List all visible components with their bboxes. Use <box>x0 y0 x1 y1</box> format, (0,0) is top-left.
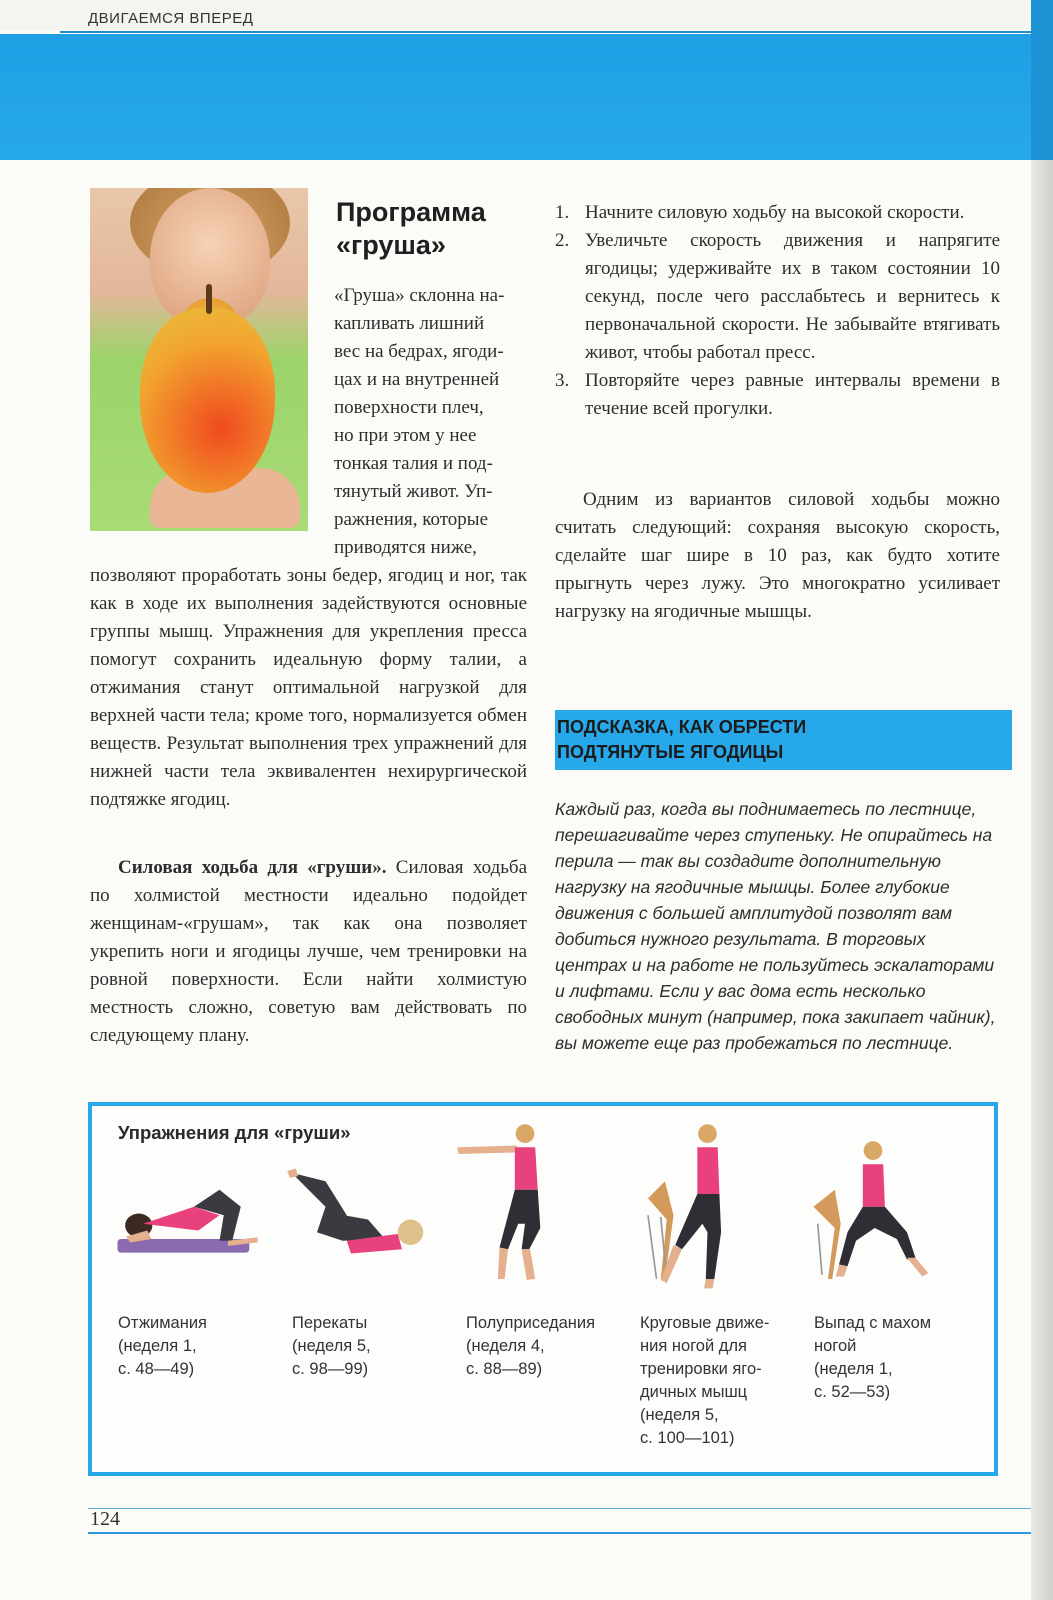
step-item <box>555 199 1000 227</box>
header-band <box>0 34 1053 160</box>
woman-with-pear-photo <box>90 188 308 531</box>
exercise-caption <box>118 1312 268 1381</box>
caption-line: тренировки яго- <box>640 1360 762 1378</box>
photo-pear <box>140 308 275 493</box>
caption-line: ногой <box>814 1337 857 1355</box>
tip-heading-line2: ПОДТЯНУТЫЕ ЯГОДИЦЫ <box>557 742 784 762</box>
steps-list <box>555 199 1000 423</box>
pushups-illustration <box>92 1106 262 1316</box>
intro-wide-column <box>90 562 527 814</box>
exercises-title: Упражнения для «груши» <box>118 1122 351 1143</box>
step-number: 1. <box>555 202 570 223</box>
caption-line: (неделя 5, <box>640 1406 719 1424</box>
leg-circles-illustration <box>614 1106 784 1316</box>
caption-line: (неделя 1, <box>814 1360 893 1378</box>
intro-continued: позволяют проработать зоны бедер, ягодиц и ног, так как в ходе их выполнения задействуются основные группы мышц. Упражнения для укрепления пресса помогут сохранить идеальную форму талии, а отжимания станут оптимальной нагрузкой для верхней части тела; кроме того, нормализуется обмен веществ. Результат выполнения трех упражнений для нижней части тела эквивалентен нехирургической подтяжке ягодиц. <box>90 565 527 810</box>
caption-line: с. 48—49) <box>118 1360 195 1378</box>
power-walk-paragraph <box>90 854 527 1050</box>
photo-pear-stem <box>206 284 212 314</box>
step-text: Повторяйте через равные интервалы времени в течение всей прогулки. <box>585 370 1000 419</box>
exercise-rollovers <box>266 1106 436 1472</box>
exercise-caption <box>640 1312 790 1450</box>
footer-rule-top <box>88 1508 1031 1509</box>
intro-line: вес на бедрах, ягоди- <box>334 341 504 362</box>
caption-line: (неделя 1, <box>118 1337 197 1355</box>
tip-body: Каждый раз, когда вы поднимаетесь по лестнице, перешагивайте через ступеньку. Не опирайтесь на перила — так вы создадите дополнительную нагрузку на ягодичные мышцы. Более глубокие движения с большей амплитудой позволят вам добиться нужного результата. В торговых центрах и на работе не пользуйтесь эскалаторами и лифтами. Если у вас дома есть несколько свободных минут (например, пока закипает чайник), вы можете еще раз пробежаться по лестнице. <box>555 799 996 1053</box>
rollovers-illustration <box>266 1106 436 1316</box>
exercise-half-squats <box>440 1106 610 1472</box>
intro-line: ражнения, которые <box>334 509 489 530</box>
lunge-illustration <box>788 1106 958 1316</box>
caption-line: дичных мышц <box>640 1383 748 1401</box>
page-number: 124 <box>90 1508 120 1530</box>
header-rule <box>60 31 1053 33</box>
intro-line: приводятся ниже, <box>334 537 477 558</box>
caption-line: Круговые движе- <box>640 1314 770 1332</box>
caption-line: (неделя 4, <box>466 1337 545 1355</box>
exercise-caption <box>814 1312 964 1404</box>
step-text: Увеличьте скорость движения и напрягите ягодицы; удерживайте их в таком состоянии 10 секунд, после чего расслабьтесь и вернитесь к первоначальной скорости. Не забывайте втягивать живот, чтобы работал пресс. <box>585 230 1000 363</box>
half-squats-illustration <box>440 1106 610 1316</box>
exercise-caption <box>292 1312 442 1381</box>
intro-line: поверхности плеч, <box>334 397 484 418</box>
caption-line: с. 98—99) <box>292 1360 369 1378</box>
exercise-lunge-leg-swing <box>788 1106 958 1472</box>
tip-heading-line1: ПОДСКАЗКА, КАК ОБРЕСТИ <box>557 717 807 737</box>
program-title-line2: «груша» <box>336 230 446 260</box>
exercises-box <box>88 1102 998 1476</box>
intro-lines <box>334 282 527 562</box>
intro-line: «Груша» склонна на- <box>334 285 505 306</box>
power-walk-section <box>90 854 527 1050</box>
step-item <box>555 367 1000 423</box>
caption-line: Полуприседания <box>466 1314 596 1332</box>
caption-line: (неделя 5, <box>292 1337 371 1355</box>
program-title-line1: Программа <box>336 197 486 227</box>
intro-line: капливать лишний <box>334 313 485 334</box>
tip-heading <box>555 710 1012 770</box>
exercise-caption <box>466 1312 616 1381</box>
intro-line: тянутый живот. Уп- <box>334 481 493 502</box>
step-number: 2. <box>555 230 570 251</box>
caption-line: Выпад с махом <box>814 1314 932 1332</box>
caption-line: Отжимания <box>118 1314 207 1332</box>
exercise-leg-circles <box>614 1106 784 1472</box>
caption-line: с. 52—53) <box>814 1383 891 1401</box>
step-number: 3. <box>555 370 570 391</box>
power-walk-lead: Силовая ходьба для «груши». <box>118 857 387 878</box>
page-spine-accent <box>1031 0 1053 160</box>
variant-paragraph: Одним из вариантов силовой ходьбы можно считать следующий: сохраняя высокую скорость, сделайте шаг шире в 10 раз, как будто хотите прыгнуть через лужу. Это многократно усиливает нагрузку на ягодичные мышцы. <box>555 489 1000 622</box>
intro-line: но при этом у нее <box>334 425 477 446</box>
caption-line: с. 100—101) <box>640 1429 735 1447</box>
intro-line: тонкая талия и под- <box>334 453 493 474</box>
variant-section <box>555 486 1000 626</box>
step-item <box>555 227 1000 367</box>
power-walk-text: Силовая ходьба по холмистой местности идеально подойдет женщинам-«грушам», так как она позволяет укрепить ноги и ягодицы лучше, чем тренировки на ровной поверхности. Если найти холмистую местность сложно, советую вам действовать по следующему плану. <box>90 857 527 1046</box>
intro-narrow-column <box>334 282 527 562</box>
intro-line: цах и на внутренней <box>334 369 500 390</box>
caption-line: с. 88—89) <box>466 1360 543 1378</box>
caption-line: Перекаты <box>292 1314 368 1332</box>
exercise-pushups <box>92 1106 262 1472</box>
program-title <box>336 196 536 262</box>
page-spine <box>1031 0 1053 1600</box>
section-label: ДВИГАЕМСЯ ВПЕРЕД <box>88 10 254 27</box>
step-text: Начните силовую ходьбу на высокой скорости. <box>585 202 965 223</box>
caption-line: ния ногой для <box>640 1337 747 1355</box>
footer-rule-bottom <box>88 1532 1031 1534</box>
